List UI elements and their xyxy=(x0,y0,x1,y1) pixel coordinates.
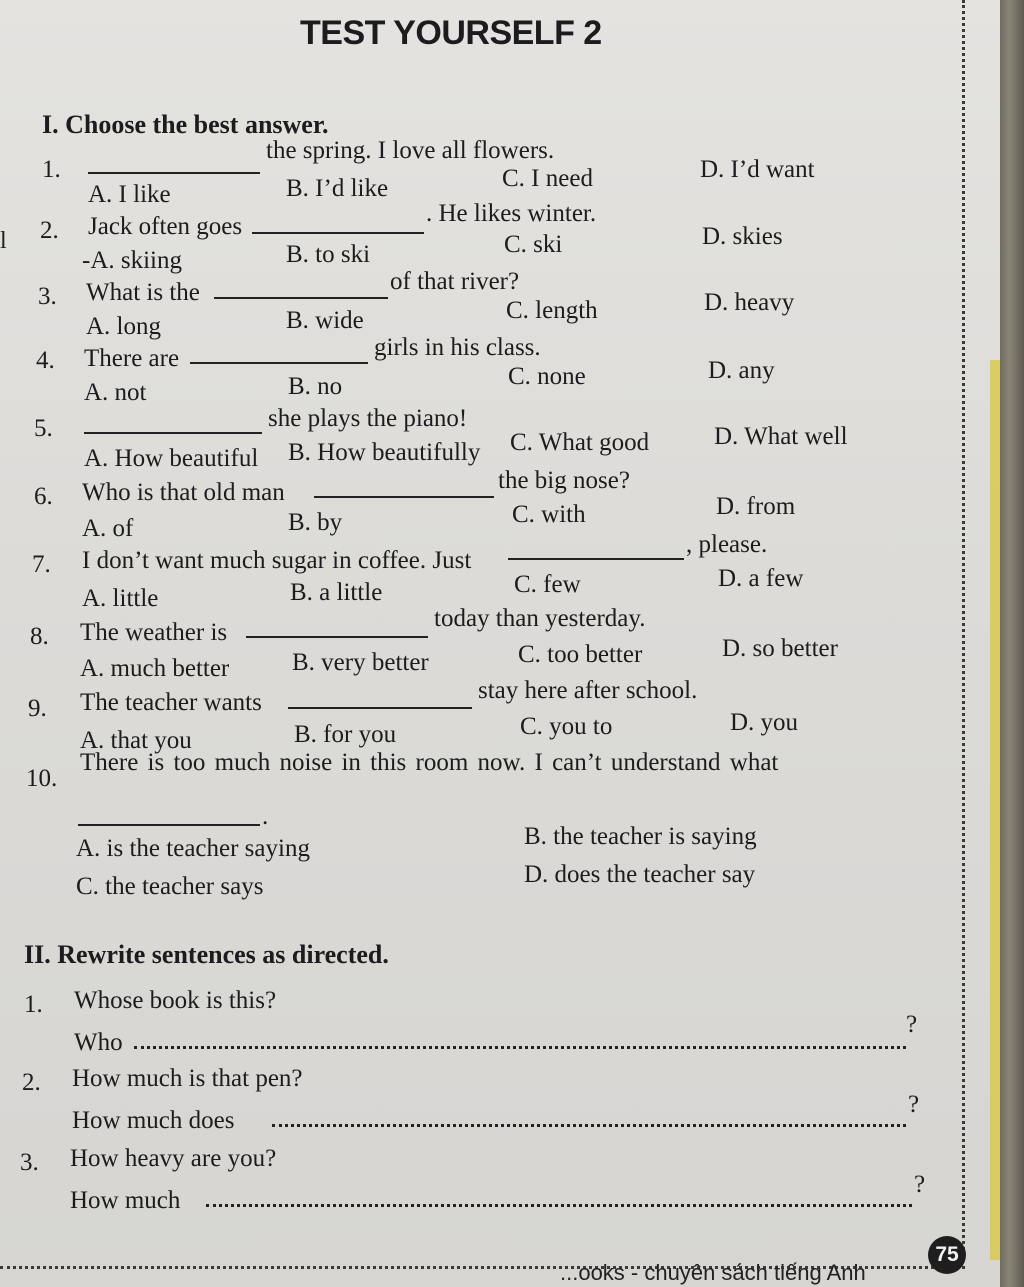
option-a: A. of xyxy=(82,515,134,542)
option-d: D. a few xyxy=(718,565,804,592)
answer-blank xyxy=(508,558,684,560)
option-c: C. too better xyxy=(518,641,643,668)
option-d: D. What well xyxy=(714,423,848,450)
option-b: B. for you xyxy=(294,721,397,748)
item-sentence: How much is that pen? xyxy=(72,1065,303,1092)
question-number: 10. xyxy=(26,765,58,792)
option-b: B. the teacher is saying xyxy=(524,823,757,850)
question-number: 2. xyxy=(40,217,59,244)
item-number: 1. xyxy=(24,991,43,1018)
answer-blank xyxy=(288,707,472,709)
question-text: Jack often goes xyxy=(88,213,243,240)
question-text: today than yesterday. xyxy=(434,605,646,632)
option-a: A. little xyxy=(82,585,159,612)
rewrite-start: Who xyxy=(74,1029,123,1056)
question-number: 4. xyxy=(36,347,55,374)
question-text: she plays the piano! xyxy=(268,405,468,432)
rewrite-end: ? xyxy=(914,1171,926,1198)
option-b: B. no xyxy=(288,373,343,400)
question-number: 6. xyxy=(34,483,53,510)
margin-mark: l xyxy=(0,228,7,254)
rewrite-end: ? xyxy=(908,1091,920,1118)
footer-text: ...ooks - chuyên sách tiếng Anh xyxy=(560,1260,866,1285)
option-d: D. any xyxy=(708,357,775,384)
page-border-right xyxy=(962,0,965,1250)
question-text: stay here after school. xyxy=(478,677,698,704)
item-sentence: How heavy are you? xyxy=(70,1145,277,1172)
option-a: A. is the teacher saying xyxy=(76,835,310,862)
option-c: C. length xyxy=(506,297,598,324)
section-1-heading: I. Choose the best answer. xyxy=(42,110,329,139)
option-b: B. wide xyxy=(286,307,364,334)
item-number: 3. xyxy=(20,1149,39,1176)
option-b: B. to ski xyxy=(286,241,371,268)
option-c: C. I need xyxy=(502,165,593,192)
question-text: The teacher wants xyxy=(80,689,262,716)
question-text: girls in his class. xyxy=(374,334,541,361)
question-number: 9. xyxy=(28,695,47,722)
rewrite-end: ? xyxy=(906,1011,918,1038)
question-text: . xyxy=(262,803,269,830)
option-d: D. you xyxy=(730,709,799,736)
question-number: 1. xyxy=(42,156,61,183)
question-text: the spring. I love all flowers. xyxy=(266,137,555,164)
option-c: C. you to xyxy=(520,713,613,740)
question-number: 3. xyxy=(38,283,57,310)
option-a: A. long xyxy=(86,313,161,340)
question-text: There is too much noise in this room now. I can’t understand what xyxy=(80,749,779,776)
answer-blank xyxy=(88,172,260,174)
option-d: D. so better xyxy=(722,635,838,662)
answer-blank xyxy=(246,636,428,638)
rewrite-start: How much xyxy=(70,1187,181,1214)
question-text: What is the xyxy=(86,279,200,306)
option-a: -A. skiing xyxy=(82,247,182,274)
answer-blank xyxy=(190,362,368,364)
answer-blank xyxy=(252,232,424,234)
option-a: A. that you xyxy=(80,727,192,754)
question-text: . He likes winter. xyxy=(426,200,597,227)
option-d: D. skies xyxy=(702,223,783,250)
question-number: 8. xyxy=(30,623,49,650)
answer-blank xyxy=(78,824,260,826)
option-d: D. does the teacher say xyxy=(524,861,756,888)
option-a: A. I like xyxy=(88,181,171,208)
rewrite-start: How much does xyxy=(72,1107,235,1134)
section-2-heading: II. Rewrite sentences as directed. xyxy=(24,940,389,969)
option-c: C. the teacher says xyxy=(76,873,264,900)
option-c: C. What good xyxy=(510,429,650,456)
rewrite-line xyxy=(206,1204,912,1207)
answer-blank xyxy=(214,297,388,299)
question-number: 5. xyxy=(34,415,53,442)
option-d: D. heavy xyxy=(704,289,795,316)
option-d: D. I’d want xyxy=(700,156,815,183)
rewrite-line xyxy=(272,1124,906,1127)
option-b: B. very better xyxy=(292,649,429,676)
option-d: D. from xyxy=(716,493,796,520)
item-number: 2. xyxy=(22,1069,41,1096)
option-b: B. by xyxy=(288,509,343,536)
answer-blank xyxy=(314,496,494,498)
option-b: B. How beautifully xyxy=(288,439,481,466)
page-title: TEST YOURSELF 2 xyxy=(300,14,602,52)
option-b: B. a little xyxy=(290,579,383,606)
option-a: A. not xyxy=(84,379,147,406)
book-cover-edge xyxy=(990,360,1000,1260)
question-text: , please. xyxy=(686,531,768,558)
option-a: A. How beautiful xyxy=(84,445,259,472)
question-text: The weather is xyxy=(80,619,228,646)
item-sentence: Whose book is this? xyxy=(74,987,277,1014)
option-c: C. few xyxy=(514,571,581,598)
question-text: the big nose? xyxy=(498,467,630,494)
option-a: A. much better xyxy=(80,655,230,682)
option-c: C. ski xyxy=(504,231,563,258)
question-number: 7. xyxy=(32,551,51,578)
question-text: I don’t want much sugar in coffee. Just xyxy=(82,547,472,574)
answer-blank xyxy=(84,432,262,434)
option-c: C. none xyxy=(508,363,586,390)
option-c: C. with xyxy=(512,501,586,528)
rewrite-line xyxy=(134,1046,906,1049)
question-text: Who is that old man xyxy=(82,479,285,506)
question-text: There are xyxy=(84,345,180,372)
page-number: 75 xyxy=(928,1236,966,1274)
option-b: B. I’d like xyxy=(286,175,389,202)
question-text: of that river? xyxy=(390,268,520,295)
book-edge xyxy=(1000,0,1024,1287)
